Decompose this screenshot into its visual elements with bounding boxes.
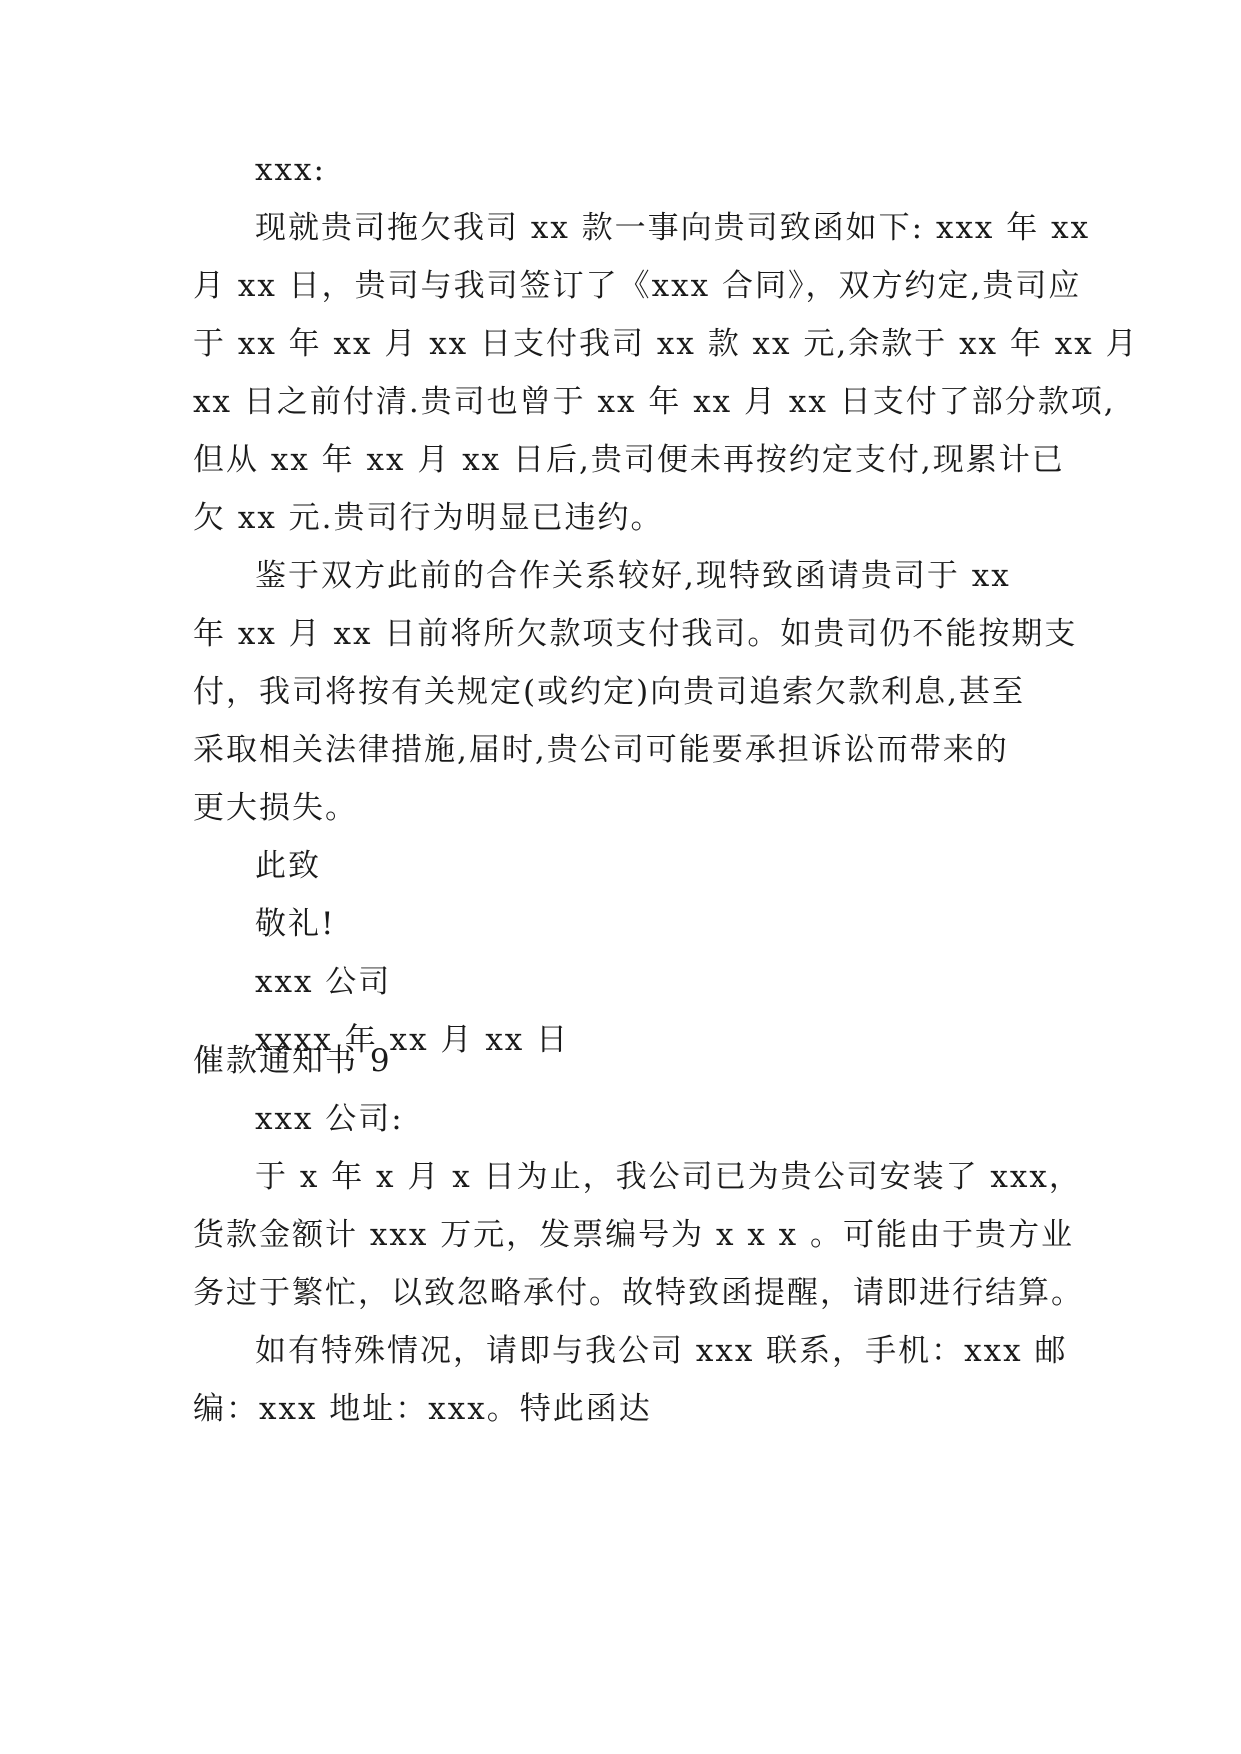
paragraph-line: 货款金额计 xxx 万元，发票编号为 x x x 。可能由于贵方业 (193, 1217, 1075, 1253)
paragraph-line: 鉴于双方此前的合作关系较好,现特致函请贵司于 xx (255, 558, 1011, 594)
closing-line-2: 敬礼! (255, 906, 336, 942)
paragraph-line: 月 xx 日，贵司与我司签订了《xxx 合同》，双方约定,贵司应 (193, 268, 1082, 304)
letter-1 (193, 141, 1139, 1069)
paragraph-line: 但从 xx 年 xx 月 xx 日后,贵司便未再按约定支付,现累计已 (193, 442, 1065, 478)
paragraph-line: 付，我司将按有关规定(或约定)向贵司追索欠款利息,甚至 (193, 674, 1026, 710)
paragraph-line: 现就贵司拖欠我司 xx 款一事向贵司致函如下: xxx 年 xx (255, 210, 1091, 246)
salutation: xxx 公司: (255, 1101, 404, 1137)
paragraph-line: xx 日之前付清.贵司也曾于 xx 年 xx 月 xx 日支付了部分款项, (193, 384, 1116, 420)
salutation: xxx: (255, 152, 326, 188)
paragraph-line: 采取相关法律措施,届时,贵公司可能要承担诉讼而带来的 (193, 732, 1009, 768)
paragraph-line: 编：xxx 地址：xxx。特此函达 (193, 1391, 652, 1427)
signature: xxx 公司 (255, 964, 392, 1000)
paragraph-line: 于 xx 年 xx 月 xx 日支付我司 xx 款 xx 元,余款于 xx 年 xx 月 (193, 326, 1139, 362)
paragraph-line: 年 xx 月 xx 日前将所欠款项支付我司。如贵司仍不能按期支 (193, 616, 1078, 652)
paragraph-2 (193, 1322, 1068, 1438)
letter-2 (193, 1032, 1084, 1438)
paragraph-line: 务过于繁忙，以致忽略承付。故特致函提醒，请即进行结算。 (193, 1275, 1084, 1311)
paragraph-2 (193, 547, 1078, 837)
paragraph-line: 如有特殊情况，请即与我公司 xxx 联系，手机：xxx 邮 (255, 1333, 1068, 1369)
section-title: 催款通知书 9 (193, 1043, 392, 1079)
paragraph-1 (193, 199, 1139, 547)
paragraph-line: 欠 xx 元.贵司行为明显已违约。 (193, 500, 664, 536)
closing-line-1: 此致 (255, 848, 321, 884)
paragraph-line: 于 x 年 x 月 x 日为止，我公司已为贵公司安装了 xxx， (255, 1159, 1082, 1195)
paragraph-line: 更大损失。 (193, 790, 358, 826)
paragraph-1 (193, 1148, 1084, 1322)
date: xxxx 年 xx 月 xx 日 (255, 1022, 570, 1058)
